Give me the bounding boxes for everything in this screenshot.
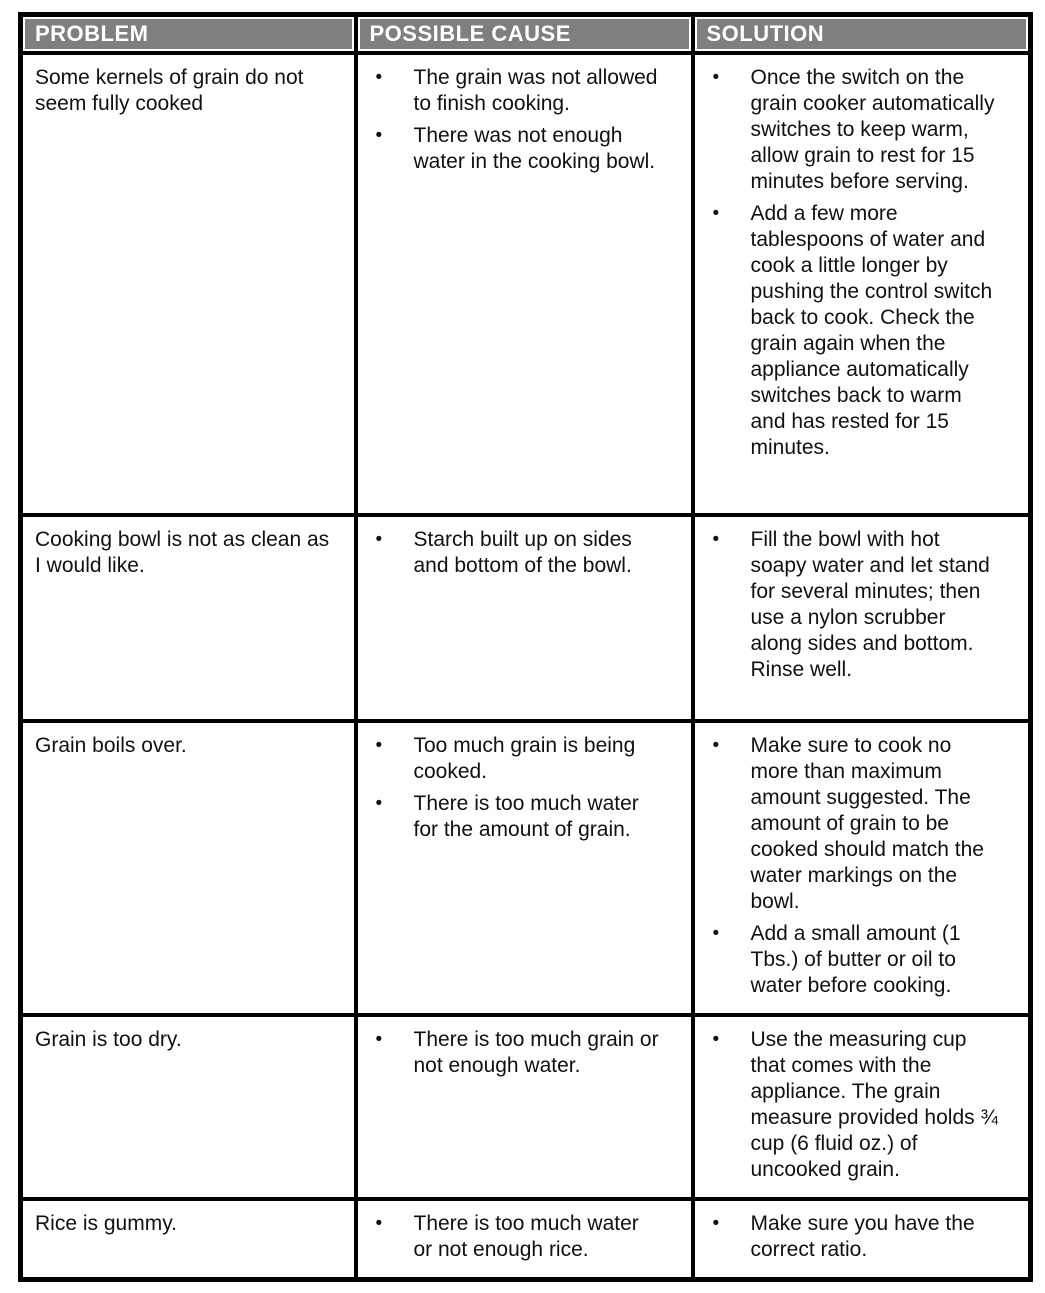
problem-text: Cooking bowl is not as clean as I would like.	[35, 528, 330, 577]
solution-text: Use the measuring cup that comes with the appliance. The grain measure provided holds ¾ cup (6 fluid oz.) of uncooked grain.	[750, 1028, 998, 1181]
solution-list	[707, 65, 1015, 461]
bullet-icon: •	[375, 125, 383, 146]
solution-cell	[693, 1015, 1031, 1199]
bullet-icon: •	[375, 735, 383, 756]
problem-cell	[21, 515, 356, 721]
solution-text: Make sure to cook no more than maximum amount suggested. The amount of grain to be cooked should match the water markings on the bowl.	[750, 734, 984, 913]
solution-cell	[693, 53, 1031, 515]
column-header-solution: SOLUTION	[693, 15, 1031, 54]
bullet-icon: •	[375, 67, 383, 88]
bullet-icon: •	[375, 1213, 383, 1234]
cause-text: The grain was not allowed to finish cooking.	[413, 66, 658, 115]
list-item	[374, 1027, 677, 1079]
cause-cell	[356, 53, 693, 515]
list-item	[374, 527, 677, 579]
list-item	[374, 65, 677, 117]
bullet-icon: •	[375, 1029, 383, 1050]
solution-list	[707, 1027, 1015, 1183]
bullet-icon: •	[375, 529, 383, 550]
solution-list	[707, 527, 1015, 683]
solution-text: Add a small amount (1 Tbs.) of butter or oil to water before cooking.	[750, 922, 961, 997]
list-item	[374, 791, 677, 843]
cause-text: There is too much water for the amount of grain.	[413, 792, 639, 841]
problem-cell	[21, 1015, 356, 1199]
cause-text: There is too much grain or not enough water.	[413, 1028, 659, 1077]
bullet-icon: •	[712, 203, 720, 224]
bullet-icon: •	[712, 923, 720, 944]
solution-text: Once the switch on the grain cooker automatically switches to keep warm, allow grain to rest for 15 minutes before serving.	[750, 66, 995, 193]
bullet-icon: •	[712, 735, 720, 756]
list-item	[711, 1211, 1015, 1263]
header-row	[21, 15, 1031, 54]
cause-text: Too much grain is being cooked.	[413, 734, 636, 783]
cause-list	[370, 1211, 677, 1263]
solution-cell	[693, 515, 1031, 721]
cause-text: Starch built up on sides and bottom of the bowl.	[413, 528, 632, 577]
table-row	[21, 721, 1031, 1015]
troubleshooting-table	[18, 12, 1033, 1282]
cause-list	[370, 527, 677, 579]
solution-text: Fill the bowl with hot soapy water and let stand for several minutes; then use a nylon scrubber along sides and bottom. Rinse well.	[750, 528, 990, 681]
solution-list	[707, 733, 1015, 999]
list-item	[711, 201, 1015, 461]
bullet-icon: •	[375, 793, 383, 814]
table-row	[21, 515, 1031, 721]
list-item	[711, 527, 1015, 683]
problem-text: Rice is gummy.	[35, 1212, 177, 1235]
solution-list	[707, 1211, 1015, 1263]
column-header-possible-cause: POSSIBLE CAUSE	[356, 15, 693, 54]
cause-list	[370, 65, 677, 175]
list-item	[374, 733, 677, 785]
list-item	[711, 921, 1015, 999]
problem-cell	[21, 53, 356, 515]
problem-text: Grain boils over.	[35, 734, 187, 757]
cause-cell	[356, 1015, 693, 1199]
list-item	[374, 1211, 677, 1263]
bullet-icon: •	[712, 1029, 720, 1050]
list-item	[711, 65, 1015, 195]
cause-cell	[356, 515, 693, 721]
cause-list	[370, 733, 677, 843]
solution-cell	[693, 721, 1031, 1015]
problem-text: Some kernels of grain do not seem fully cooked	[35, 66, 304, 115]
table-row	[21, 53, 1031, 515]
bullet-icon: •	[712, 529, 720, 550]
list-item	[711, 733, 1015, 915]
solution-text: Make sure you have the correct ratio.	[750, 1212, 975, 1261]
table-row	[21, 1199, 1031, 1280]
problem-cell	[21, 721, 356, 1015]
cause-list	[370, 1027, 677, 1079]
list-item	[374, 123, 677, 175]
table-row	[21, 1015, 1031, 1199]
column-header-problem: PROBLEM	[21, 15, 356, 54]
cause-cell	[356, 721, 693, 1015]
cause-text: There was not enough water in the cooking bowl.	[413, 124, 656, 173]
problem-text: Grain is too dry.	[35, 1028, 182, 1051]
bullet-icon: •	[712, 67, 720, 88]
solution-text: Add a few more tablespoons of water and cook a little longer by pushing the control switch back to cook. Check the grain again when the appliance automatically switches back to warm and has rested for 15 minutes.	[750, 202, 993, 459]
cause-text: There is too much water or not enough rice.	[413, 1212, 639, 1261]
list-item	[711, 1027, 1015, 1183]
bullet-icon: •	[712, 1213, 720, 1234]
cause-cell	[356, 1199, 693, 1280]
problem-cell	[21, 1199, 356, 1280]
solution-cell	[693, 1199, 1031, 1280]
